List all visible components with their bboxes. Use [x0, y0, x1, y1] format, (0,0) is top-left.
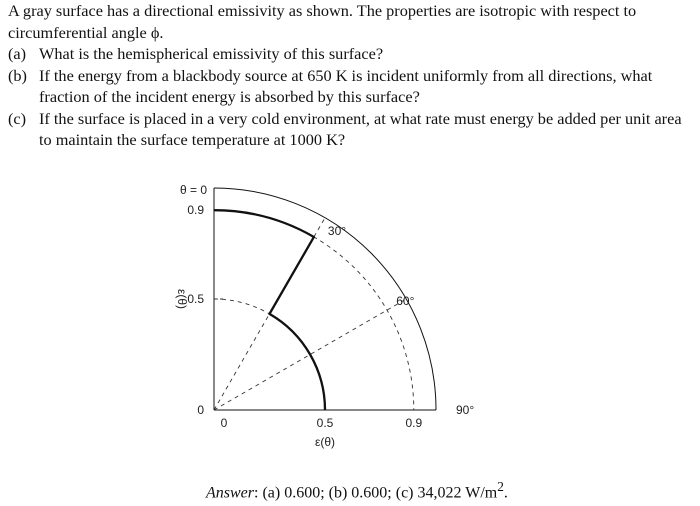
- radial-label-vertical-0-5: 0.5: [187, 292, 204, 306]
- vertical-axis-title: ε(θ): [175, 288, 189, 310]
- theta-zero-label: θ = 0: [180, 183, 208, 197]
- problem-intro: A gray surface has a directional emissivity as shown. The properties are isotropic with respect to circumferential angle ϕ.: [8, 1, 637, 42]
- angle-label-90: 90°: [456, 403, 475, 417]
- part-b-text: If the energy from a blackbody source at 650 K is incident uniformly from all directions, what fraction of the incident energy is absorbed by this surface?: [39, 65, 653, 106]
- radial-label-vertical-0: 0: [197, 403, 204, 417]
- radial-label-horizontal-0: 0: [220, 416, 228, 430]
- dashed-arc-0-9: [214, 210, 414, 410]
- horizontal-axis-title: ε(θ): [314, 435, 336, 449]
- answer-superscript: 2: [497, 479, 504, 494]
- emissivity-curve: [214, 210, 325, 410]
- angle-label-60: 60°: [396, 294, 415, 308]
- part-a-label: (a): [8, 44, 27, 63]
- answer-tail: .: [503, 484, 508, 502]
- part-c-text: If the surface is placed in a very cold environment, at what rate must energy be added per unit area to maintain the surface temperature at 1000 K?: [39, 108, 682, 149]
- radial-label-horizontal-0-9: 0.9: [405, 416, 423, 430]
- part-a-text: What is the hemispherical emissivity of this surface?: [39, 44, 384, 63]
- radial-label-horizontal-0-5: 0.5: [316, 416, 334, 430]
- radial-label-vertical-0-9: 0.9: [187, 203, 204, 218]
- answer-line: [206, 479, 508, 502]
- angle-label-30: 30°: [327, 223, 347, 238]
- part-c-label: (c): [8, 108, 27, 128]
- dashed-arc-0-5: [214, 299, 325, 410]
- answer-lead: Answer: [206, 484, 254, 502]
- part-b-label: (b): [8, 65, 27, 85]
- answer-text: : (a) 0.600; (b) 0.600; (c) 34,022 W/m: [254, 484, 498, 502]
